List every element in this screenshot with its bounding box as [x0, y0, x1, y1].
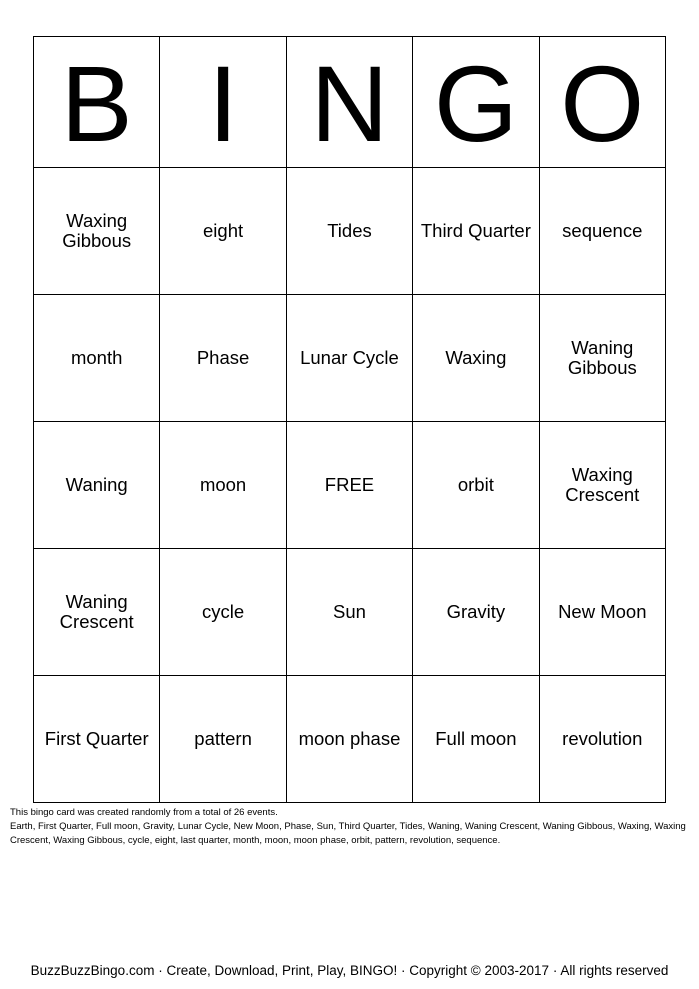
- card-info-summary: This bingo card was created randomly from a total of 26 events.: [10, 807, 278, 818]
- bingo-cell-text: Waxing Crescent: [565, 464, 640, 505]
- card-info-event-list: Earth, First Quarter, Full moon, Gravity, Lunar Cycle, New Moon, Phase, Sun, Third Quarter, Tides, Waning, Waning Crescent, Waning Gibbous, Waxing, Waxing Crescent, Waxing Gibbous, cycle, eight, last quarter, month, moon, moon phase, orbit, pattern, revolution, sequence.: [10, 821, 686, 846]
- header-letter-i: I: [160, 37, 286, 168]
- bingo-cell: [413, 549, 539, 676]
- bingo-cell: [286, 549, 412, 676]
- card-info-text: [10, 806, 688, 848]
- bingo-cell-text: Phase: [196, 347, 250, 368]
- bingo-cell-text: First Quarter: [44, 728, 149, 749]
- bingo-cell-text: Tides: [327, 220, 372, 241]
- bingo-cell-text: sequence: [562, 220, 643, 241]
- bingo-cell-text: moon phase: [298, 728, 401, 749]
- bingo-cell-text: eight: [203, 220, 244, 241]
- bingo-cell: [160, 422, 286, 549]
- bingo-cell: [413, 295, 539, 422]
- bingo-cell-text: New Moon: [558, 601, 647, 622]
- bingo-cell: [34, 676, 160, 803]
- bingo-cell: [160, 676, 286, 803]
- free-space-text: FREE: [324, 474, 375, 495]
- bingo-cell-text: moon: [199, 474, 247, 495]
- header-letter-b: B: [34, 37, 160, 168]
- bingo-cell-text: cycle: [202, 601, 245, 622]
- bingo-cell: [539, 295, 665, 422]
- bingo-cell: [539, 422, 665, 549]
- bingo-row: [34, 168, 666, 295]
- bingo-cell-text: month: [70, 347, 123, 368]
- bingo-cell-text: Lunar Cycle: [300, 347, 399, 368]
- header-letter-g: G: [413, 37, 539, 168]
- bingo-row: [34, 422, 666, 549]
- bingo-cell-text: orbit: [457, 474, 494, 495]
- bingo-cell-text: Waning Crescent: [59, 591, 134, 632]
- bingo-cell-text: Gravity: [446, 601, 506, 622]
- bingo-cell: [34, 295, 160, 422]
- bingo-cell: [413, 676, 539, 803]
- header-letter-o: O: [539, 37, 665, 168]
- bingo-cell-text: revolution: [562, 728, 643, 749]
- bingo-cell: [286, 295, 412, 422]
- bingo-cell: [413, 422, 539, 549]
- bingo-row: [34, 295, 666, 422]
- bingo-cell: [286, 676, 412, 803]
- bingo-header-row: [34, 37, 666, 168]
- bingo-cell: [539, 676, 665, 803]
- bingo-cell: [160, 168, 286, 295]
- bingo-cell-text: Waxing: [445, 347, 507, 368]
- bingo-cell-text: Waning: [65, 474, 128, 495]
- bingo-row: [34, 676, 666, 803]
- page-footer: BuzzBuzzBingo.com · Create, Download, Print, Play, BINGO! · Copyright © 2003-2017 · All rights reserved: [30, 963, 669, 978]
- bingo-cell: [160, 549, 286, 676]
- bingo-cell: [539, 168, 665, 295]
- free-space-cell: [286, 422, 412, 549]
- bingo-cell-text: Third Quarter: [420, 220, 531, 241]
- bingo-cell-text: Waning Gibbous: [567, 337, 637, 378]
- bingo-cell-text: pattern: [194, 728, 252, 749]
- bingo-cell: [286, 168, 412, 295]
- bingo-card: [33, 36, 666, 803]
- bingo-cell: [413, 168, 539, 295]
- bingo-row: [34, 549, 666, 676]
- bingo-cell: [34, 549, 160, 676]
- bingo-cell-text: Sun: [333, 601, 366, 622]
- bingo-cell: [34, 422, 160, 549]
- bingo-cell-text: Waxing Gibbous: [62, 210, 132, 251]
- bingo-cell-text: Full moon: [435, 728, 517, 749]
- header-letter-n: N: [286, 37, 412, 168]
- bingo-cell: [539, 549, 665, 676]
- bingo-cell: [34, 168, 160, 295]
- bingo-cell: [160, 295, 286, 422]
